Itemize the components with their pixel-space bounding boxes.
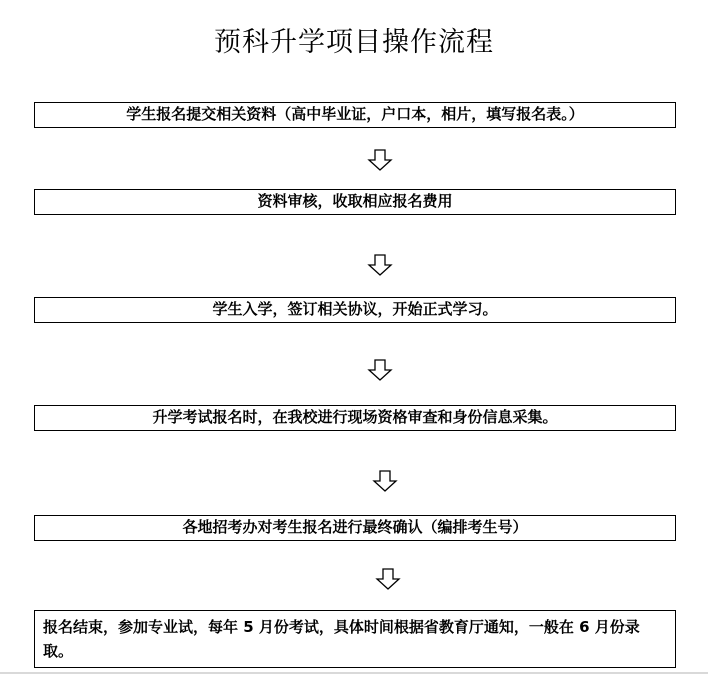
down-arrow-icon — [367, 254, 393, 276]
flow-step-5: 各地招考办对考生报名进行最终确认（编排考生号） — [34, 515, 676, 541]
down-arrow-icon — [375, 568, 401, 590]
down-arrow-icon — [367, 149, 393, 171]
down-arrow-icon — [372, 470, 398, 492]
flow-step-2: 资料审核，收取相应报名费用 — [34, 189, 676, 215]
down-arrow-icon — [367, 359, 393, 381]
page-title: 预科升学项目操作流程 — [214, 27, 494, 58]
flow-step-6: 报名结束，参加专业试，每年 5 月份考试，具体时间根据省教育厅通知，一般在 6 月份录取。 — [34, 610, 676, 668]
flow-step-3: 学生入学，签订相关协议，开始正式学习。 — [34, 297, 676, 323]
flow-step-1: 学生报名提交相关资料（高中毕业证，户口本，相片，填写报名表。） — [34, 102, 676, 128]
flow-step-4: 升学考试报名时，在我校进行现场资格审查和身份信息采集。 — [34, 405, 676, 431]
